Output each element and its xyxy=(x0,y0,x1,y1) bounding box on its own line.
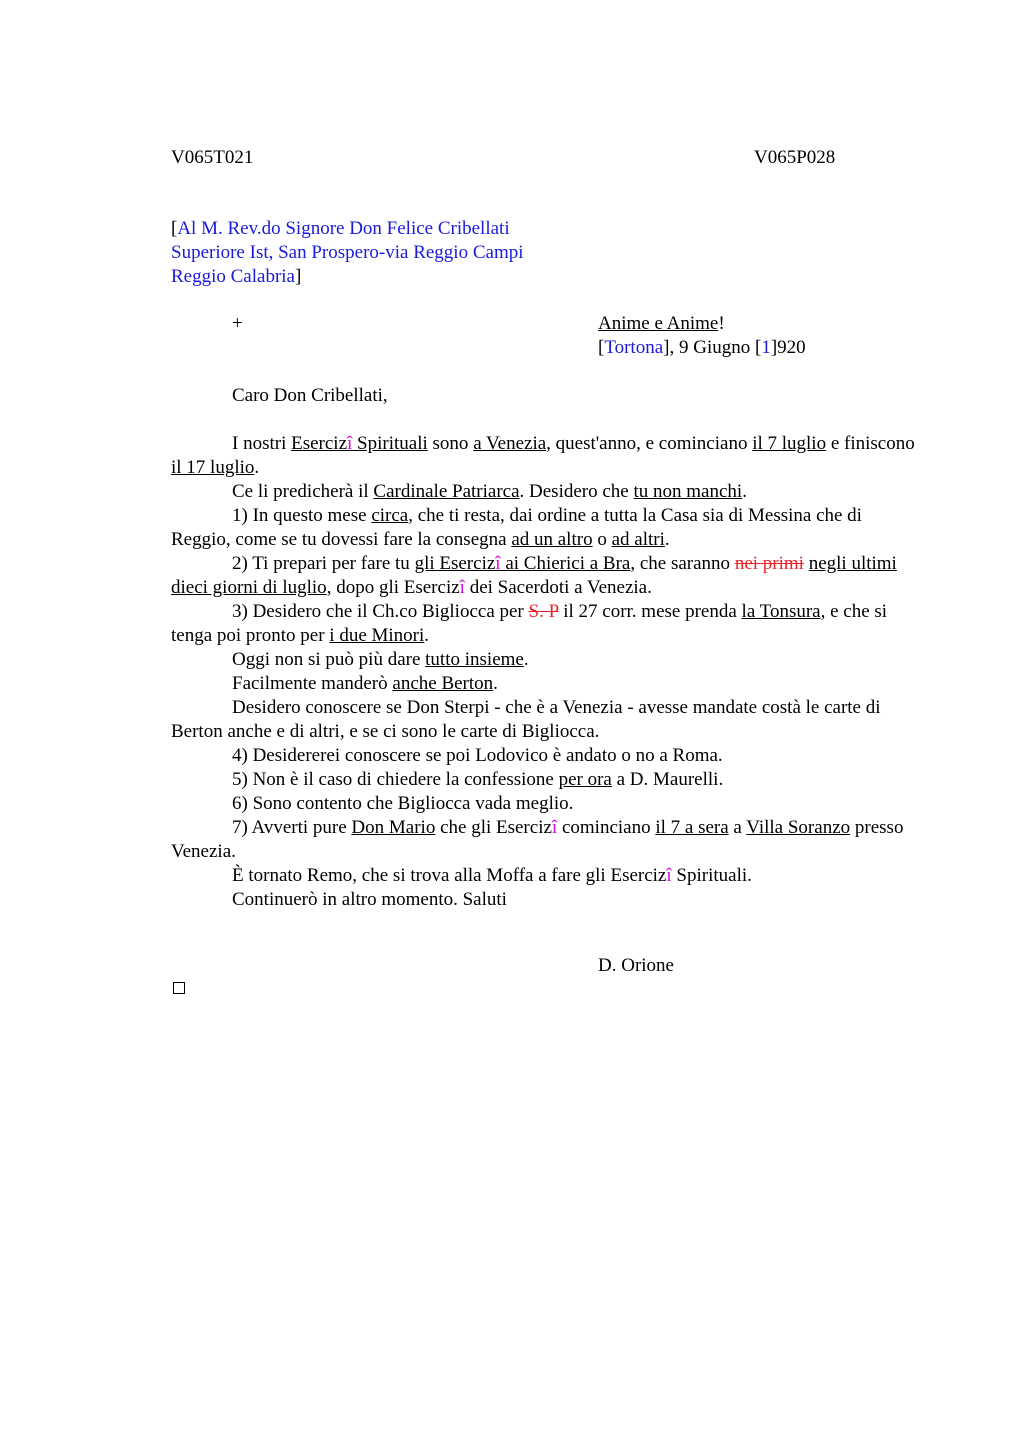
date-year: 920 xyxy=(777,337,806,358)
address-city: Reggio Calabria xyxy=(171,266,295,287)
signature: D. Orione xyxy=(598,955,674,976)
paragraph-1: I nostri Esercizî Spirituali sono a Venezia, quest'anno, e cominciano il 7 luglio e finiscono il 17 luglio. xyxy=(171,433,915,478)
paragraph-2: Ce li predicherà il Cardinale Patriarca. Desidero che tu non manchi. xyxy=(232,481,747,502)
letter-body xyxy=(171,432,926,912)
paragraph-item-3: 3) Desidero che il Ch.co Bigliocca per S. P il 27 corr. mese prenda la Tonsura, e che si tenga poi pronto per i due Minori. xyxy=(171,601,888,646)
paragraph-closing: Continuerò in altro momento. Saluti xyxy=(232,889,507,910)
doc-code-left: V065T021 xyxy=(171,147,254,168)
motto-text: Anime e Anime xyxy=(598,313,719,334)
paragraph-item-6: 6) Sono contento che Bigliocca vada meglio. xyxy=(232,793,574,814)
paragraph-sterpi: Desidero conoscere se Don Sterpi - che è a Venezia - avesse mandate costà le carte di Berton anche e di altri, e se ci sono le carte di Bigliocca. xyxy=(171,697,881,742)
place-name: Tortona xyxy=(604,337,664,358)
address-block xyxy=(171,217,524,289)
doc-code-right: V065P028 xyxy=(754,147,836,168)
paragraph-item-4: 4) Desidererei conoscere se poi Lodovico è andato o no a Roma. xyxy=(232,745,723,766)
paragraph-item-7: 7) Avverti pure Don Mario che gli Esercizî cominciano il 7 a sera a Villa Soranzo presso Venezia. xyxy=(171,817,904,862)
checkbox-icon xyxy=(173,982,185,994)
deleted-text: nei primi xyxy=(734,553,804,574)
salutation: Caro Don Cribellati, xyxy=(232,385,388,406)
paragraph-item-5: 5) Non è il caso di chiedere la confessione per ora a D. Maurelli. xyxy=(232,769,724,790)
paragraph-remo: È tornato Remo, che si trova alla Moffa a fare gli Esercizî Spirituali. xyxy=(232,865,752,886)
deleted-text: S. P xyxy=(528,601,559,622)
address-recipient: Al M. Rev.do Signore Don Felice Cribellati xyxy=(177,218,510,239)
date-digit: 1 xyxy=(761,337,771,358)
address-line-3: Reggio Calabria] xyxy=(171,266,302,287)
paragraph-item-1: 1) In questo mese circa, che ti resta, dai ordine a tutta la Casa sia di Messina che di Reggio, come se tu dovessi fare la consegna ad un altro o ad altri. xyxy=(171,505,862,550)
cross-symbol: + xyxy=(232,313,243,334)
address-line-1: [Al M. Rev.do Signore Don Felice Cribellati xyxy=(171,218,510,239)
date-text: , 9 Giugno xyxy=(669,337,755,358)
dateline: [Tortona], 9 Giugno [1]920 xyxy=(598,337,806,358)
paragraph-oggi: Oggi non si può più dare tutto insieme. xyxy=(232,649,529,670)
paragraph-berton: Facilmente manderò anche Berton. xyxy=(232,673,498,694)
paragraph-item-2: 2) Ti prepari per fare tu gli Esercizî ai Chierici a Bra, che saranno nei primi negli ultimi dieci giorni di luglio, dopo gli Esercizî dei Sacerdoti a Venezia. xyxy=(171,553,897,598)
underlined-phrase: Esercizî Spirituali xyxy=(291,433,428,454)
motto: Anime e Anime! xyxy=(598,313,725,334)
address-line-2: Superiore Ist, San Prospero-via Reggio Campi xyxy=(171,242,524,263)
